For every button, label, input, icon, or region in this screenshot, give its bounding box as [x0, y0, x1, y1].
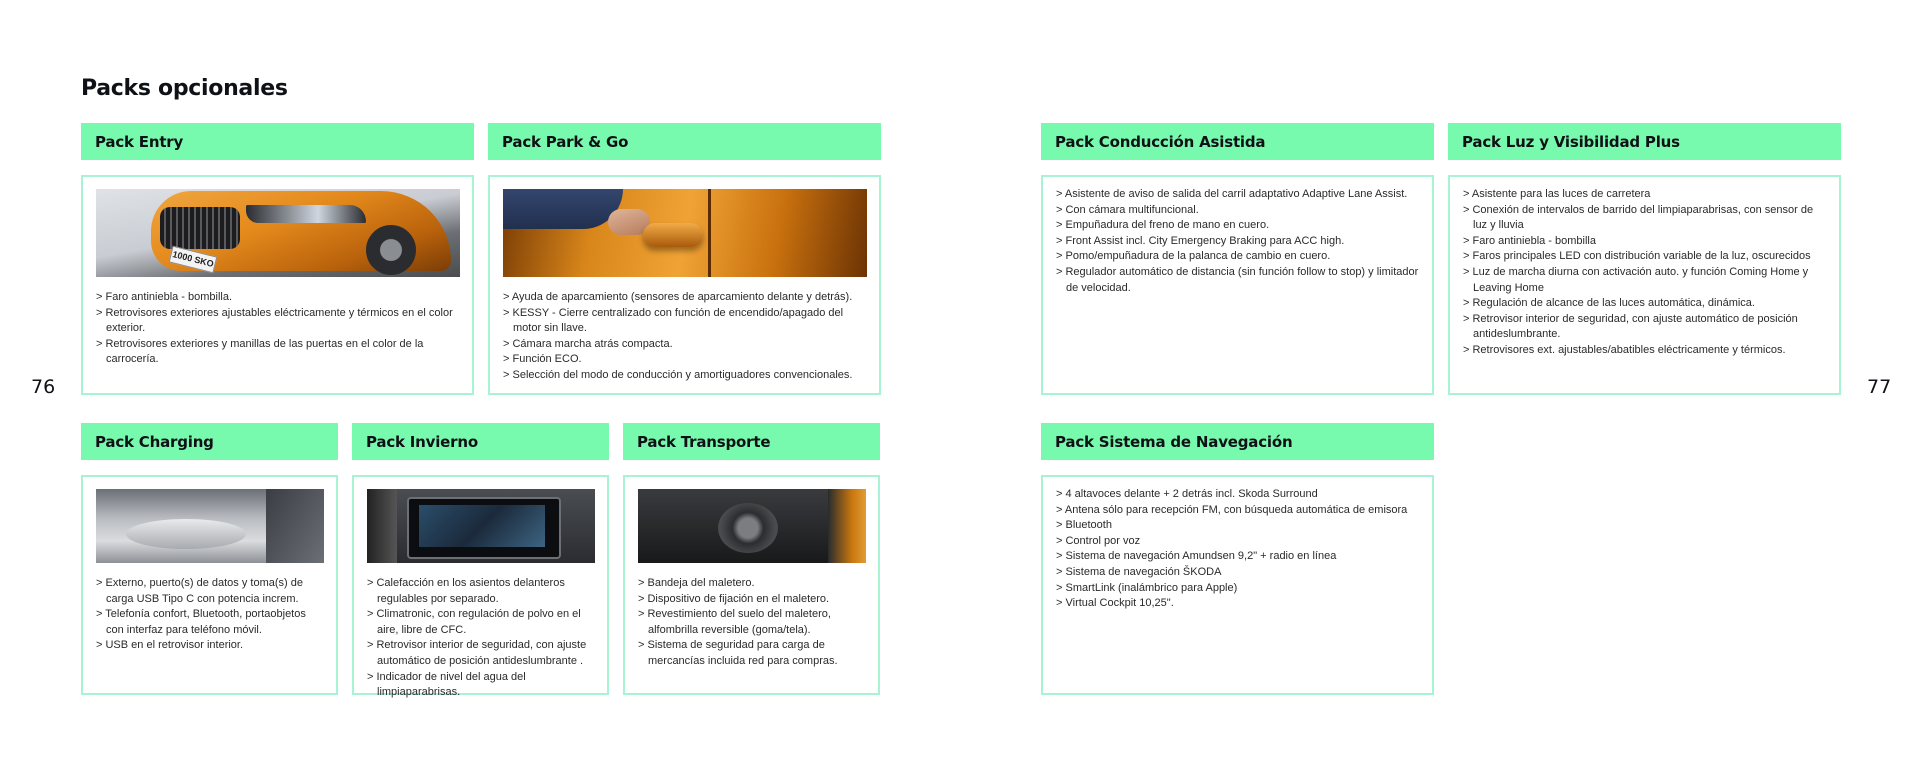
feature-item: > Sistema de navegación Amundsen 9,2" + radio en línea [1056, 549, 1420, 565]
feature-item: > Externo, puerto(s) de datos y toma(s) de carga USB Tipo C con potencia increm. [96, 576, 324, 607]
feature-item: > Revestimiento del suelo del maletero, alfombrilla reversible (goma/tela). [638, 607, 866, 638]
feature-item: > Faro antiniebla - bombilla. [96, 290, 460, 306]
pack-entry-image [96, 189, 460, 277]
pack-park-go-features [503, 290, 867, 384]
feature-item: > KESSY - Cierre centralizado con función de encendido/apagado del motor sin llave. [503, 306, 867, 337]
feature-item: > Retrovisores exteriores ajustables eléctricamente y térmicos en el color exterior. [96, 306, 460, 337]
pack-navegacion-header: Pack Sistema de Navegación [1041, 423, 1434, 460]
pack-park-go-image [503, 189, 867, 277]
pack-conduccion-features [1056, 187, 1420, 296]
pack-invierno-header: Pack Invierno [352, 423, 609, 460]
feature-item: > Selección del modo de conducción y amortiguadores convencionales. [503, 368, 867, 384]
pack-navegacion-features [1056, 487, 1420, 612]
feature-item: > Climatronic, con regulación de polvo en el aire, libre de CFC. [367, 607, 595, 638]
feature-item: > Regulación de alcance de las luces automática, dinámica. [1463, 296, 1827, 312]
pack-transporte-features [638, 576, 866, 670]
pack-charging-features [96, 576, 324, 654]
pack-transporte-box [623, 475, 880, 695]
pack-park-go-header: Pack Park & Go [488, 123, 881, 160]
page-number-right: 77 [1867, 376, 1892, 398]
pack-luz-header: Pack Luz y Visibilidad Plus [1448, 123, 1841, 160]
pack-entry-features [96, 290, 460, 368]
feature-item: > Asistente para las luces de carretera [1463, 187, 1827, 203]
feature-item: > Asistente de aviso de salida del carril adaptativo Adaptive Lane Assist. [1056, 187, 1420, 203]
pack-park-go-box [488, 175, 881, 395]
feature-item: > Empuñadura del freno de mano en cuero. [1056, 218, 1420, 234]
feature-item: > Ayuda de aparcamiento (sensores de aparcamiento delante y detrás). [503, 290, 867, 306]
pack-transporte-header: Pack Transporte [623, 423, 880, 460]
feature-item: > USB en el retrovisor interior. [96, 638, 324, 654]
feature-item: > Cámara marcha atrás compacta. [503, 337, 867, 353]
feature-item: > Bluetooth [1056, 518, 1420, 534]
feature-item: > Indicador de nivel del agua del limpiaparabrisas. [367, 670, 595, 701]
feature-item: > Sistema de seguridad para carga de mercancías incluida red para compras. [638, 638, 866, 669]
feature-item: > Pomo/empuñadura de la palanca de cambio en cuero. [1056, 249, 1420, 265]
feature-item: > Virtual Cockpit 10,25". [1056, 596, 1420, 612]
pack-transporte-image [638, 489, 866, 563]
feature-item: > Telefonía confort, Bluetooth, portaobjetos con interfaz para teléfono móvil. [96, 607, 324, 638]
feature-item: > Bandeja del maletero. [638, 576, 866, 592]
pack-entry-header: Pack Entry [81, 123, 474, 160]
pack-charging-header: Pack Charging [81, 423, 338, 460]
feature-item: > 4 altavoces delante + 2 detrás incl. Skoda Surround [1056, 487, 1420, 503]
feature-item: > Sistema de navegación ŠKODA [1056, 565, 1420, 581]
pack-invierno-image [367, 489, 595, 563]
feature-item: > Calefacción en los asientos delanteros regulables por separado. [367, 576, 595, 607]
feature-item: > Faro antiniebla - bombilla [1463, 234, 1827, 250]
pack-conduccion-box [1041, 175, 1434, 395]
feature-item: > Con cámara multifuncional. [1056, 203, 1420, 219]
pack-luz-box [1448, 175, 1841, 395]
feature-item: > SmartLink (inalámbrico para Apple) [1056, 581, 1420, 597]
pack-conduccion-header: Pack Conducción Asistida [1041, 123, 1434, 160]
feature-item: > Antena sólo para recepción FM, con búsqueda automática de emisora [1056, 503, 1420, 519]
feature-item: > Retrovisor interior de seguridad, con ajuste automático de posición antideslumbrante . [367, 638, 595, 669]
pack-charging-image [96, 489, 324, 563]
feature-item: > Luz de marcha diurna con activación auto. y función Coming Home y Leaving Home [1463, 265, 1827, 296]
feature-item: > Función ECO. [503, 352, 867, 368]
pack-navegacion-box [1041, 475, 1434, 695]
feature-item: > Control por voz [1056, 534, 1420, 550]
license-plate: 1000 SKO [169, 246, 218, 274]
feature-item: > Faros principales LED con distribución variable de la luz, oscurecidos [1463, 249, 1827, 265]
feature-item: > Regulador automático de distancia (sin función follow to stop) y limitador de velocidad. [1056, 265, 1420, 296]
feature-item: > Retrovisor interior de seguridad, con ajuste automático de posición antideslumbrante. [1463, 312, 1827, 343]
feature-item: > Retrovisores ext. ajustables/abatibles eléctricamente y térmicos. [1463, 343, 1827, 359]
pack-luz-features [1463, 187, 1827, 359]
feature-item: > Front Assist incl. City Emergency Braking para ACC high. [1056, 234, 1420, 250]
feature-item: > Dispositivo de fijación en el maletero. [638, 592, 866, 608]
page-title: Packs opcionales [81, 76, 288, 101]
pack-entry-box [81, 175, 474, 395]
pack-charging-box [81, 475, 338, 695]
feature-item: > Retrovisores exteriores y manillas de las puertas en el color de la carrocería. [96, 337, 460, 368]
page-number-left: 76 [31, 376, 56, 398]
pack-invierno-features [367, 576, 595, 701]
pack-invierno-box [352, 475, 609, 699]
feature-item: > Conexión de intervalos de barrido del limpiaparabrisas, con sensor de luz y lluvia [1463, 203, 1827, 234]
